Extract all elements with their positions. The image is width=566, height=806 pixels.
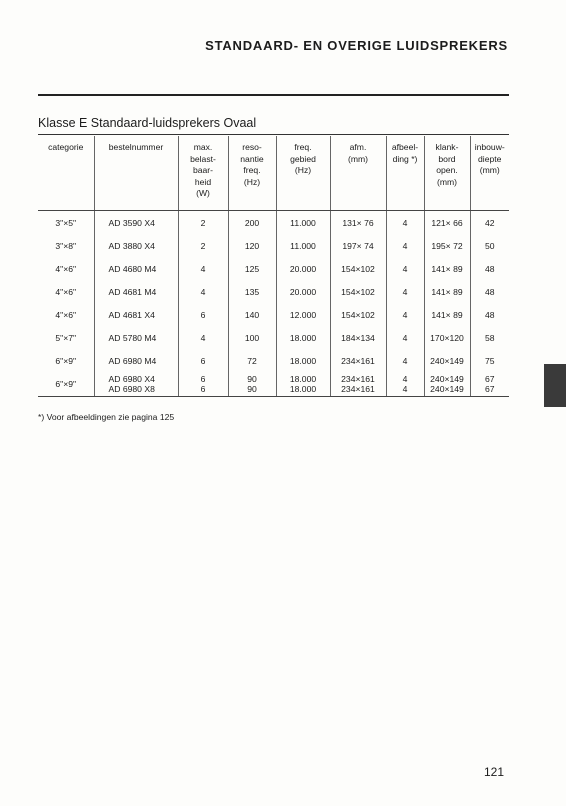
page-header: STANDAARD- EN OVERIGE LUIDSPREKERS bbox=[205, 38, 508, 53]
cell-afm: 154×102 bbox=[330, 257, 386, 280]
cell-klankbord-open: 141× 89 bbox=[424, 280, 470, 303]
table-row bbox=[38, 211, 509, 235]
header-categorie: categorie bbox=[38, 136, 94, 211]
table-row bbox=[38, 234, 509, 257]
cell-afbeelding: 4 bbox=[386, 349, 424, 372]
header-max-belastbaarheid: max. belast- baar- heid (W) bbox=[178, 136, 228, 211]
cell-bestelnummer: AD 5780 M4 bbox=[94, 326, 178, 349]
table-row bbox=[38, 372, 509, 397]
cell-categorie: 4"×6" bbox=[55, 309, 77, 320]
cell-max-belastbaarheid: 4 bbox=[178, 280, 228, 303]
header-freq-gebied: freq. gebied (Hz) bbox=[276, 136, 330, 211]
cell-freq-gebied: 12.000 bbox=[276, 303, 330, 326]
table-row bbox=[38, 326, 509, 349]
cell-afm: 234×161 234×161 bbox=[330, 372, 386, 397]
header-rule bbox=[38, 94, 509, 96]
cell-categorie: 6"×9" bbox=[55, 355, 77, 366]
section-tab-marker bbox=[544, 364, 566, 407]
cell-categorie: 5"×7" bbox=[55, 332, 77, 343]
cell-freq-gebied: 18.000 18.000 bbox=[276, 372, 330, 397]
cell-afbeelding: 4 bbox=[386, 211, 424, 235]
cell-afbeelding: 4 bbox=[386, 257, 424, 280]
cell-klankbord-open: 141× 89 bbox=[424, 303, 470, 326]
cell-afbeelding: 4 bbox=[386, 303, 424, 326]
footnote: *) Voor afbeeldingen zie pagina 125 bbox=[38, 412, 175, 422]
cell-max-belastbaarheid: 4 bbox=[178, 326, 228, 349]
cell-resonantie-freq: 140 bbox=[228, 303, 276, 326]
page-number: 121 bbox=[483, 765, 504, 779]
cell-categorie: 3"×8" bbox=[55, 240, 77, 251]
cell-afm: 131× 76 bbox=[330, 211, 386, 235]
cell-freq-gebied: 20.000 bbox=[276, 257, 330, 280]
cell-resonantie-freq: 200 bbox=[228, 211, 276, 235]
cell-klankbord-open: 240×149 240×149 bbox=[424, 372, 470, 397]
cell-freq-gebied: 18.000 bbox=[276, 326, 330, 349]
cell-inbouwdiepte: 58 bbox=[470, 326, 509, 349]
table-row bbox=[38, 303, 509, 326]
cell-bestelnummer: AD 4681 M4 bbox=[94, 280, 178, 303]
cell-afm: 197× 74 bbox=[330, 234, 386, 257]
cell-max-belastbaarheid: 2 bbox=[178, 211, 228, 235]
cell-freq-gebied: 11.000 bbox=[276, 234, 330, 257]
cell-categorie: 6"×9" bbox=[38, 372, 94, 397]
cell-bestelnummer: AD 6980 X4 AD 6980 X8 bbox=[94, 372, 178, 397]
table-header-row bbox=[38, 136, 509, 211]
header-bestelnummer: bestelnummer bbox=[94, 136, 178, 211]
cell-klankbord-open: 240×149 bbox=[424, 349, 470, 372]
cell-categorie: 4"×6" bbox=[55, 286, 77, 297]
cell-bestelnummer: AD 4680 M4 bbox=[94, 257, 178, 280]
cell-resonantie-freq: 72 bbox=[228, 349, 276, 372]
cell-inbouwdiepte: 75 bbox=[470, 349, 509, 372]
section-title: Klasse E Standaard-luidsprekers Ovaal bbox=[38, 116, 257, 130]
cell-freq-gebied: 11.000 bbox=[276, 211, 330, 235]
cell-categorie: 4"×6" bbox=[55, 263, 77, 274]
cell-inbouwdiepte: 42 bbox=[470, 211, 509, 235]
cell-klankbord-open: 195× 72 bbox=[424, 234, 470, 257]
cell-afbeelding: 4 bbox=[386, 326, 424, 349]
cell-bestelnummer: AD 3880 X4 bbox=[94, 234, 178, 257]
header-afm: afm. (mm) bbox=[330, 136, 386, 211]
header-inbouwdiepte: inbouw- diepte (mm) bbox=[470, 136, 509, 211]
cell-inbouwdiepte: 48 bbox=[470, 303, 509, 326]
cell-max-belastbaarheid: 2 bbox=[178, 234, 228, 257]
header-resonantie-freq: reso- nantie freq. (Hz) bbox=[228, 136, 276, 211]
cell-freq-gebied: 20.000 bbox=[276, 280, 330, 303]
cell-inbouwdiepte: 50 bbox=[470, 234, 509, 257]
cell-inbouwdiepte: 67 67 bbox=[470, 372, 509, 397]
cell-max-belastbaarheid: 4 bbox=[178, 257, 228, 280]
cell-afm: 234×161 bbox=[330, 349, 386, 372]
specs-table bbox=[38, 136, 509, 397]
cell-klankbord-open: 121× 66 bbox=[424, 211, 470, 235]
cell-max-belastbaarheid: 6 6 bbox=[178, 372, 228, 397]
table-row bbox=[38, 349, 509, 372]
cell-max-belastbaarheid: 6 bbox=[178, 303, 228, 326]
cell-categorie: 3"×5" bbox=[55, 217, 77, 228]
cell-klankbord-open: 141× 89 bbox=[424, 257, 470, 280]
cell-afm: 154×102 bbox=[330, 280, 386, 303]
cell-inbouwdiepte: 48 bbox=[470, 280, 509, 303]
cell-afbeelding: 4 4 bbox=[386, 372, 424, 397]
header-klankbord-open: klank- bord open. (mm) bbox=[424, 136, 470, 211]
table-row bbox=[38, 257, 509, 280]
cell-resonantie-freq: 135 bbox=[228, 280, 276, 303]
cell-resonantie-freq: 100 bbox=[228, 326, 276, 349]
cell-afbeelding: 4 bbox=[386, 280, 424, 303]
header-afbeelding: afbeel- ding *) bbox=[386, 136, 424, 211]
table-top-rule bbox=[38, 134, 509, 135]
cell-inbouwdiepte: 48 bbox=[470, 257, 509, 280]
cell-afm: 154×102 bbox=[330, 303, 386, 326]
cell-freq-gebied: 18.000 bbox=[276, 349, 330, 372]
cell-afm: 184×134 bbox=[330, 326, 386, 349]
cell-bestelnummer: AD 4681 X4 bbox=[94, 303, 178, 326]
cell-resonantie-freq: 125 bbox=[228, 257, 276, 280]
table-row bbox=[38, 280, 509, 303]
cell-afbeelding: 4 bbox=[386, 234, 424, 257]
cell-resonantie-freq: 90 90 bbox=[228, 372, 276, 397]
cell-bestelnummer: AD 6980 M4 bbox=[94, 349, 178, 372]
cell-max-belastbaarheid: 6 bbox=[178, 349, 228, 372]
cell-resonantie-freq: 120 bbox=[228, 234, 276, 257]
cell-bestelnummer: AD 3590 X4 bbox=[94, 211, 178, 235]
cell-klankbord-open: 170×120 bbox=[424, 326, 470, 349]
